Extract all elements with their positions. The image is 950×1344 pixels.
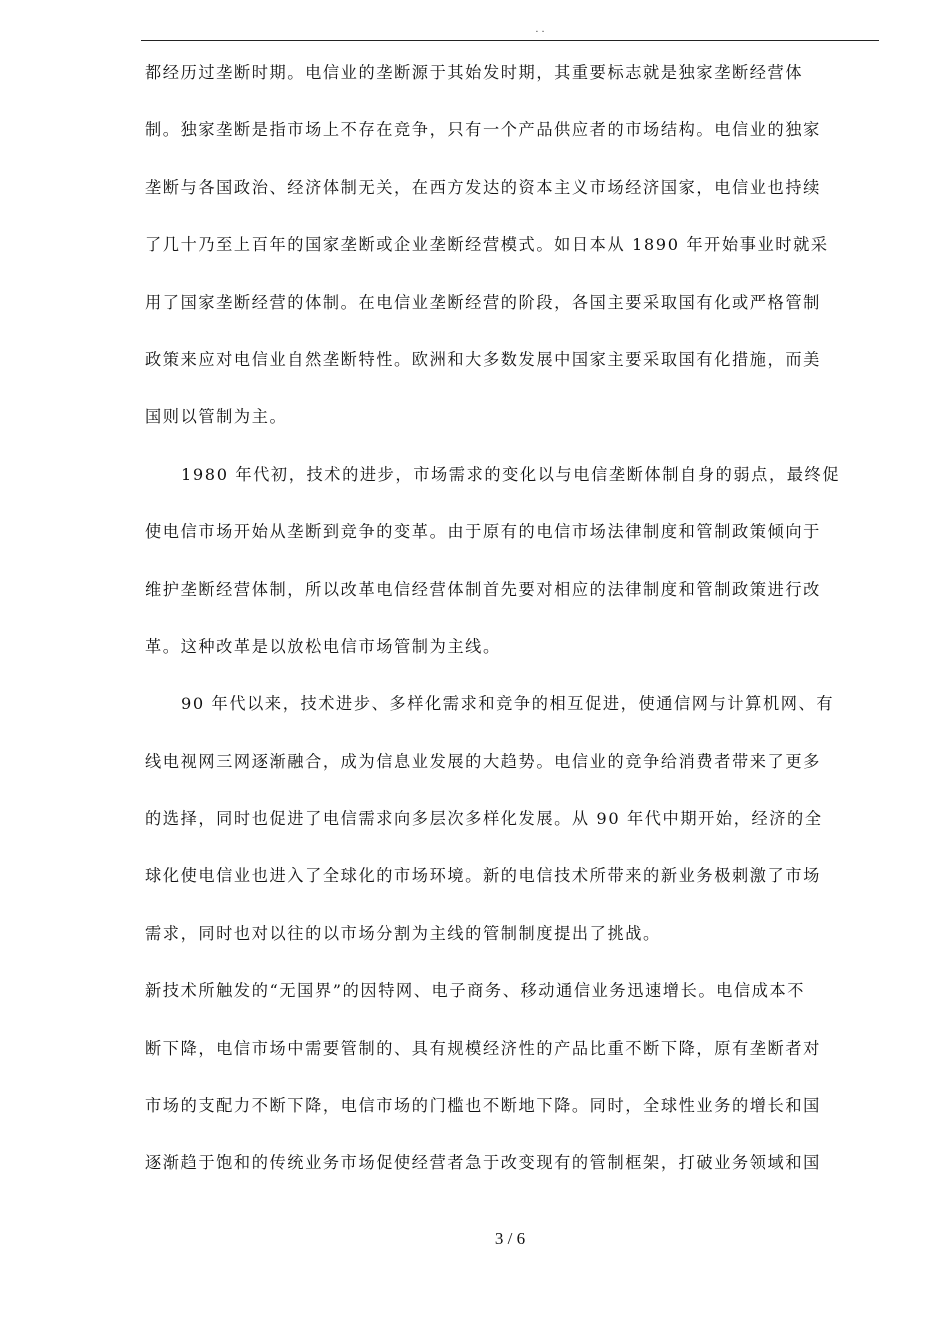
text-line: 都经历过垄断时期。电信业的垄断源于其始发时期，其重要标志就是独家垄断经营体	[145, 63, 804, 82]
text-line: 革。这种改革是以放松电信市场管制为主线。	[145, 636, 501, 656]
text-line: 了几十乃至上百年的国家垄断或企业垄断经营模式。如日本从 1890 年开始事业时就采	[145, 235, 829, 255]
text-line: 球化使电信业也进入了全球化的市场环境。新的电信技术所带来的新业务极刺激了市场	[145, 866, 821, 886]
text-line: 断下降，电信市场中需要管制的、具有规模经济性的产品比重不断下降，原有垄断者对	[145, 1038, 821, 1058]
text-line: 需求，同时也对以往的以市场分割为主线的管制制度提出了挑战。	[145, 923, 661, 943]
text-line: 逐渐趋于饱和的传统业务市场促使经营者急于改变现有的管制框架，打破业务领域和国	[145, 1153, 821, 1173]
text-line: 用了国家垄断经营的体制。在电信业垄断经营的阶段，各国主要采取国有化或严格管制	[145, 292, 821, 312]
text-line: 垄断与各国政治、经济体制无关，在西方发达的资本主义市场经济国家，电信业也持续	[145, 177, 821, 197]
text-line: 政策来应对电信业自然垄断特性。欧洲和大多数发展中国家主要采取国有化措施，而美	[145, 349, 821, 369]
text-line: 90 年代以来，技术进步、多样化需求和竞争的相互促进，使通信网与计算机网、有	[181, 694, 835, 714]
text-line: 使电信市场开始从垄断到竞争的变革。由于原有的电信市场法律制度和管制政策倾向于	[145, 522, 821, 542]
text-line: 国则以管制为主。	[145, 407, 288, 427]
text-line: 线电视网三网逐渐融合，成为信息业发展的大趋势。电信业的竞争给消费者带来了更多	[145, 751, 821, 771]
body-text	[145, 58, 878, 1206]
text-line: 新技术所触发的“无国界”的因特网、电子商务、移动通信业务迅速增长。电信成本不	[145, 981, 806, 1001]
header-mark: . .	[535, 23, 545, 35]
header-rule	[141, 40, 879, 41]
text-line: 市场的支配力不断下降，电信市场的门槛也不断地下降。同时，全球性业务的增长和国	[145, 1096, 821, 1116]
text-line: 维护垄断经营体制，所以改革电信经营体制首先要对相应的法律制度和管制政策进行改	[145, 579, 821, 599]
text-line: 制。独家垄断是指市场上不存在竞争，只有一个产品供应者的市场结构。电信业的独家	[145, 120, 821, 140]
text-line: 1980 年代初，技术的进步，市场需求的变化以与电信垄断体制自身的弱点，最终促	[181, 464, 841, 484]
page-number: 3 / 6	[494, 1229, 526, 1248]
text-line: 的选择，同时也促进了电信需求向多层次多样化发展。从 90 年代中期开始，经济的全	[145, 809, 823, 829]
